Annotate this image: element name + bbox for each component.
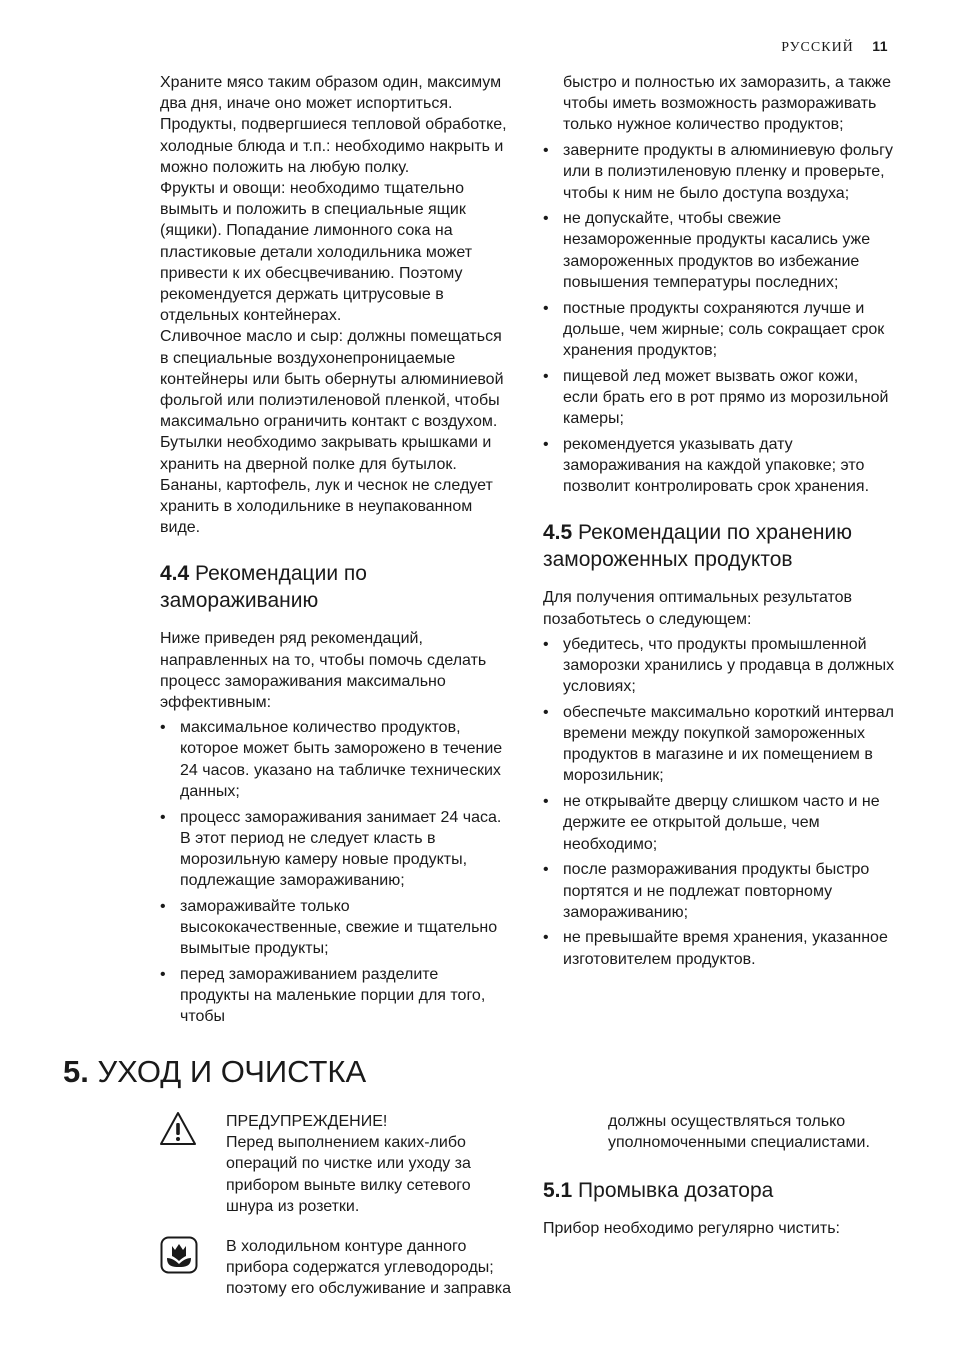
page-number: 11 (872, 38, 888, 54)
list-item: • убедитесь, что продукты промышленной заморозки хранились у продавца в должных условиях; (543, 634, 897, 698)
section-number: 4.4 (160, 562, 190, 586)
list-item: • после размораживания продукты быстро портятся и не подлежат повторному замораживанию; (543, 859, 897, 923)
page-header (781, 38, 888, 56)
paragraph: Продукты, подвергшиеся тепловой обработке, холодные блюда и т.п.: необходимо накрыть и можно положить на любую полку. (160, 116, 507, 176)
list-item: • максимальное количество продуктов, которое может быть заморожено в течение 24 часов. указано на табличке технических данных; (160, 717, 512, 802)
environment-note-block (226, 1236, 516, 1300)
list-item: • обеспечьте максимально короткий интервал времени между покупкой замороженных продуктов в магазине и их помещением в морозильник; (543, 702, 897, 787)
paragraph: Бутылки необходимо закрывать крышками и хранить на дверной полке для бутылок. (160, 434, 492, 473)
section-text: Прибор необходимо регулярно чистить: (543, 1220, 840, 1238)
list-item: • не открывайте дверцу слишком часто и не держите ее открытой дольше, чем необходимо; (543, 791, 897, 855)
chapter-number: 5. (63, 1054, 89, 1089)
section-5-1-heading (543, 1177, 897, 1204)
list-item: • рекомендуется указывать дату замораживания на каждой упаковке; это позволит контролировать срок хранения. (543, 434, 897, 498)
list-item: • не допускайте, чтобы свежие незамороженные продукты касались уже замороженных продуктов во избежание повышения температуры последних; (543, 208, 897, 293)
continuation-text: быстро и полностью их заморазить, а также чтобы иметь возможность размораживать только нужное количество продуктов; (563, 74, 891, 134)
bullet-list (160, 717, 512, 1027)
list-item: • перед замораживанием разделите продукты на маленькие порции для того, чтобы (160, 964, 512, 1028)
environment-note-continuation: должны осуществляться только уполномоченными специалистами. (608, 1113, 870, 1152)
list-item: • не превышайте время хранения, указанное изготовителем продуктов. (543, 927, 897, 969)
paragraph: Бананы, картофель, лук и чеснок не следует хранить в холодильнике в неупакованном виде. (160, 476, 493, 537)
section-number: 5.1 (543, 1179, 573, 1203)
warning-title: ПРЕДУПРЕЖДЕНИЕ! (226, 1113, 388, 1130)
environment-note-text: В холодильном контуре данного прибора содержатся углеводороды; поэтому его обслуживание и заправка (226, 1238, 511, 1298)
section-title: Рекомендации по хранению замороженных продуктов (543, 521, 852, 572)
environment-icon (160, 1236, 198, 1274)
warning-text: Перед выполнением каких-либо операций по чистке или уходу за прибором выньте вилку сетевого шнура из розетки. (226, 1134, 471, 1215)
left-column (160, 72, 512, 1032)
bullet-list (543, 140, 897, 497)
paragraph: Сливочное масло и сыр: должны помещаться в специальные воздухонепроницаемые контейнеры или быть обернуты алюминиевой фольгой или полиэтиленовой пленкой, чтобы максимально ограничить контакт с воздухом. (160, 328, 504, 431)
warning-triangle-icon (158, 1110, 198, 1148)
paragraph: Храните мясо таким образом один, максимум два дня, иначе оно может испортиться. (160, 74, 502, 113)
warning-block (226, 1111, 516, 1217)
language-label: РУССКИЙ (781, 40, 854, 55)
list-item: • постные продукты сохраняются лучше и дольше, чем жирные; соль сокращает срок хранения продуктов; (543, 298, 897, 362)
list-item: • пищевой лед может вызвать ожог кожи, если брать его в рот прямо из морозильной камеры; (543, 366, 897, 430)
bullet-list (543, 634, 897, 970)
paragraph: Фрукты и овощи: необходимо тщательно вымыть и положить в специальные ящик (ящики). Попадание лимонного сока на пластиковые детали холодильника может привести к их обесцвечиванию. Поэтому рекомендуется держать цитрусовые в отдельных контейнерах. (160, 180, 473, 325)
list-item: • заверните продукты в алюминиевую фольгу или в полиэтиленовую пленку и проверьте, чтобы к ним не было доступа воздуха; (543, 140, 897, 204)
list-item: • замораживайте только высококачественные, свежие и тщательно вымытые продукты; (160, 896, 512, 960)
section-title: Промывка дозатора (578, 1179, 774, 1203)
bottom-right-column (543, 1111, 897, 1240)
section-number: 4.5 (543, 521, 573, 545)
section-4-4-heading (160, 560, 512, 614)
section-4-5-heading (543, 519, 897, 573)
section-intro: Ниже приведен ряд рекомендаций, направленных на то, чтобы помочь сделать процесс замораживания максимально эффективным: (160, 630, 487, 712)
section-5-heading (63, 1052, 366, 1092)
section-title: Рекомендации по замораживанию (160, 562, 367, 613)
right-column (543, 72, 897, 974)
list-item: • процесс замораживания занимает 24 часа. В этот период не следует класть в морозильную камеру новые продукты, подлежащие замораживанию; (160, 807, 512, 892)
section-intro: Для получения оптимальных результатов позаботьтесь о следующем: (543, 589, 853, 628)
chapter-title: УХОД И ОЧИСТКА (97, 1054, 367, 1089)
